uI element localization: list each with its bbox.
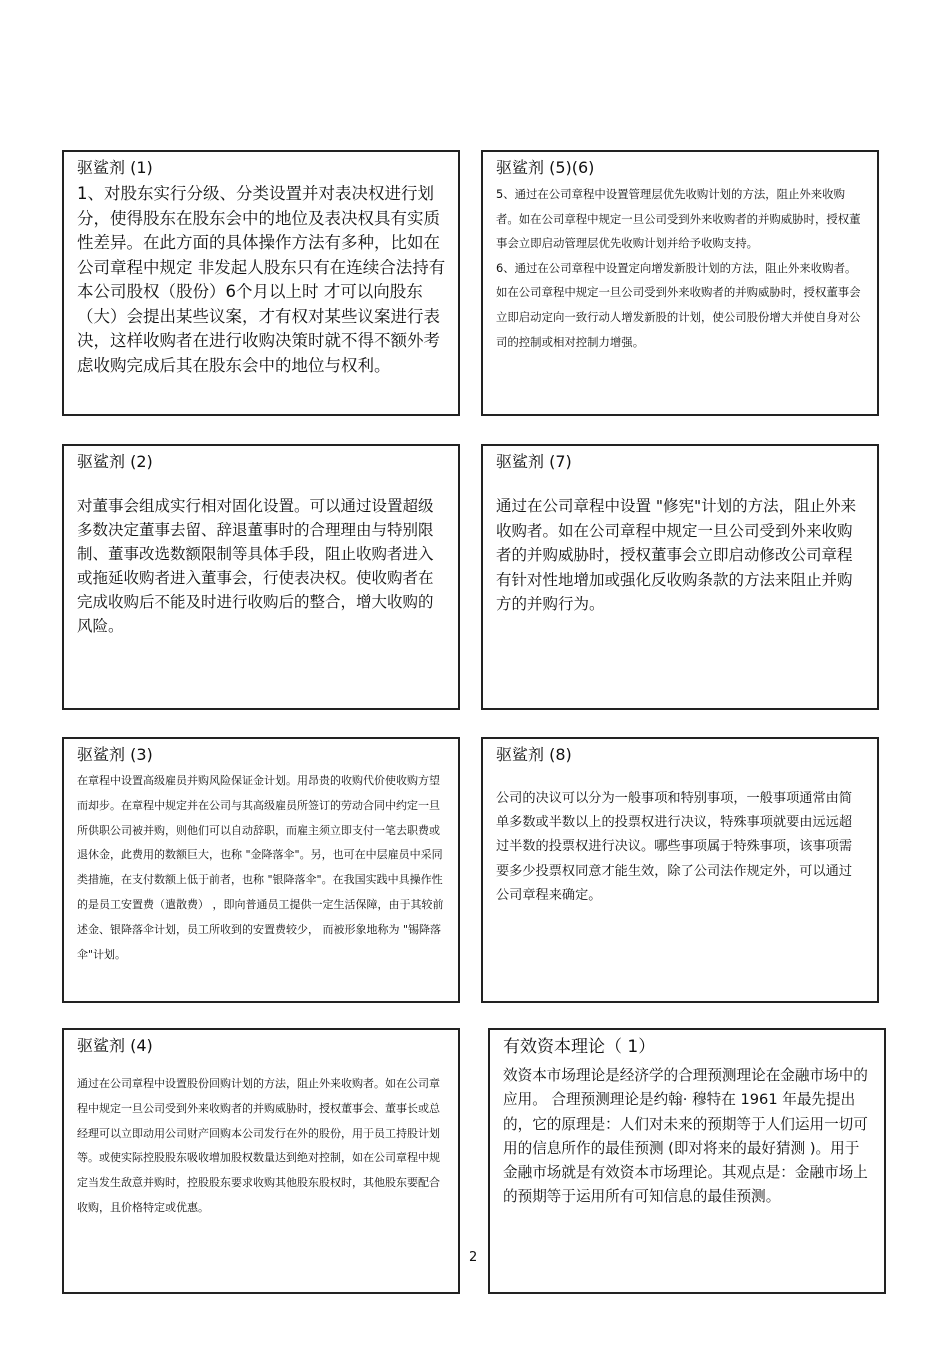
- card-body: 对董事会组成实行相对固化设置。可以通过设置超级多数决定董事去留、辞退董事时的合理理由与特别限制、董事改选数额限制等具体手段，阻止收购者进入或拖延收购者进入董事会，行使表决权。使收购者在完成收购后不能及时进行收购后的整合，增大收购的风险。: [77, 497, 434, 635]
- card-body: 1、对股东实行分级、分类设置并对表决权进行划分，使得股东在股东会中的地位及表决权具有实质性差异。在此方面的具体操作方法有多种，比如在公司章程中规定 非发起人股东只有在连续合法持有本公司股权（股份）6个月以上时 才可以向股东（大）会提出某些议案，才有权对某些议案进行表决，这样收购者在进行收购决策时就不得不额外考虑收购完成后其在股东会中的地位与权利。: [77, 184, 446, 375]
- card-body: 公司的决议可以分为一般事项和特别事项，一般事项通常由简单多数或半数以上的投票权进行决议，特殊事项就要由远远超过半数的投票权进行决议。哪些事项属于特殊事项，该事项需要多少投票权同意才能生效，除了公司法作规定外，可以通过公司章程来确定。: [496, 791, 853, 903]
- card-title: 驱鲨剂 (4): [77, 1036, 153, 1055]
- card-paragraph-5: 5、通过在公司章程中设置管理层优先收购计划的方法，阻止外来收购者。如在公司章程中规定一旦公司受到外来收购者的并购威胁时，授权董事会立即启动管理层优先收购计划并给予收购支持。: [496, 187, 861, 251]
- spacer: [496, 476, 865, 494]
- card-title: 驱鲨剂 (1): [77, 158, 153, 177]
- card-title: 驱鲨剂 (7): [496, 452, 572, 471]
- card-shark-repellent-7: [481, 444, 879, 710]
- card-title: 驱鲨剂 (8): [496, 745, 572, 764]
- spacer: [77, 476, 446, 494]
- card-efficient-capital-theory-1: [488, 1028, 886, 1294]
- card-shark-repellent-3: [62, 737, 460, 1003]
- card-paragraph-6: 6、通过在公司章程中设置定向增发新股计划的方法，阻止外来收购者。如在公司章程中规定一旦公司受到外来收购者的并购威胁时，授权董事会立即启动定向一致行动人增发新股的计划，使公司股份增大并使自身对公司的控制或相对控制力增强。: [496, 260, 861, 349]
- spacer: [77, 1060, 446, 1072]
- card-shark-repellent-8: [481, 737, 879, 1003]
- card-shark-repellent-5-6: [481, 150, 879, 416]
- card-body: 通过在公司章程中设置股份回购计划的方法，阻止外来收购者。如在公司章程中规定一旦公司受到外来收购者的并购威胁时，授权董事会、董事长或总经理可以立即动用公司财产回购本公司发行在外的股份，用于员工持股计划等。或使实际控股股东吸收增加股权数量达到绝对控制，如在公司章程中规定当发生敌意并购时，控股股东要求收购其他股东股权时，其他股东要配合收购，且价格特定或优惠。: [77, 1077, 440, 1214]
- spacer: [496, 769, 865, 787]
- card-body: 在章程中设置高级雇员并购风险保证金计划。用昂贵的收购代价使收购方望而却步。在章程中规定并在公司与其高级雇员所签订的劳动合同中约定一旦所供职公司被并购，则他们可以自动辞职，而雇主须立即支付一笔去职费或退休金，此费用的数额巨大，也称 "金降落伞"。另，也可在中层雇员中采同类措施，在支付数额上低于前者，也称 "银降落伞"。在我国实践中具操作性的是员工安置费（遣散费） ，即向普通员工提供一定生活保障，由于其较前述金、银降落伞计划，员工所收到的安置费较少， 而被形象地称为 "锡降落伞"计划。: [77, 774, 444, 961]
- card-title: 驱鲨剂 (5)(6): [496, 158, 595, 177]
- page-number: 2: [469, 1250, 478, 1265]
- card-shark-repellent-4: [62, 1028, 460, 1294]
- card-title: 驱鲨剂 (2): [77, 452, 153, 471]
- card-shark-repellent-2: [62, 444, 460, 710]
- card-title: 驱鲨剂 (3): [77, 745, 153, 764]
- card-body: 效资本市场理论是经济学的合理预测理论在金融市场中的应用。 合理预测理论是约翰· 穆特在 1961 年最先提出的，它的原理是：人们对未来的预期等于人们运用一切可用的信息所作的最佳预测 (即对将来的最好猜测 )。用于金融市场就是有效资本市场理论。其观点是：金融市场上的预期等于运用所有可知信息的最佳预测。: [503, 1067, 868, 1206]
- card-title: 有效资本理论（ 1）: [503, 1037, 656, 1057]
- card-body: 通过在公司章程中设置 "修宪"计划的方法，阻止外来收购者。如在公司章程中规定一旦公司受到外来收购者的并购威胁时，授权董事会立即启动修改公司章程有针对性地增加或强化反收购条款的方法来阻止并购方的并购行为。: [496, 497, 857, 613]
- card-shark-repellent-1: [62, 150, 460, 416]
